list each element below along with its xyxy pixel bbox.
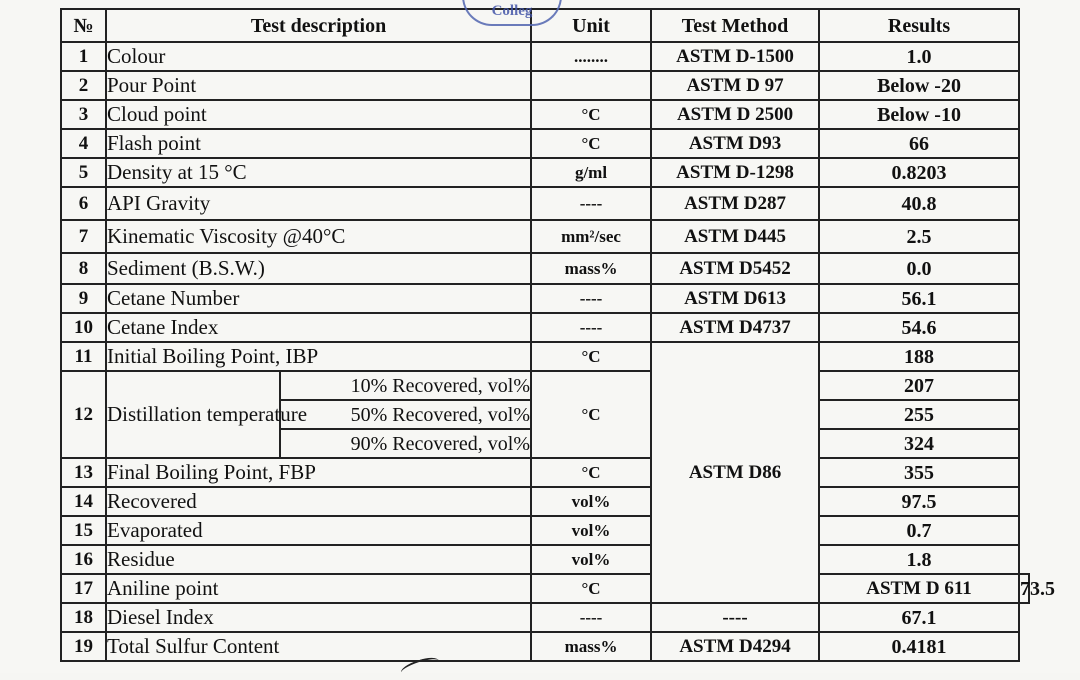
table-row <box>61 71 1029 100</box>
row-number: 19 <box>61 632 106 661</box>
table-row <box>61 342 1029 371</box>
row-number: 13 <box>61 458 106 487</box>
test-description: Cloud point <box>106 100 531 129</box>
table-row <box>61 220 1029 253</box>
table-row <box>61 487 1029 516</box>
test-description: Pour Point <box>106 71 531 100</box>
row-number: 6 <box>61 187 106 220</box>
test-unit: g/ml <box>531 158 651 187</box>
test-result: 1.8 <box>819 545 1019 574</box>
test-method: ASTM D4294 <box>651 632 819 661</box>
test-description: Total Sulfur Content <box>106 632 531 661</box>
test-result: 56.1 <box>819 284 1019 313</box>
test-unit: mass% <box>531 253 651 284</box>
test-result: 0.4181 <box>819 632 1019 661</box>
test-unit: ---- <box>531 603 651 632</box>
test-unit: °C <box>531 342 651 371</box>
table-row <box>61 632 1029 661</box>
test-method: ASTM D4737 <box>651 313 819 342</box>
test-method: ASTM D93 <box>651 129 819 158</box>
header-unit: Unit <box>531 9 651 42</box>
test-unit: ---- <box>531 187 651 220</box>
test-description: Cetane Number <box>106 284 531 313</box>
test-result: 355 <box>819 458 1019 487</box>
test-method: ASTM D613 <box>651 284 819 313</box>
row-number: 5 <box>61 158 106 187</box>
test-description: Initial Boiling Point, IBP <box>106 342 531 371</box>
distillation-sub-label: 10% Recovered, vol% <box>280 371 531 400</box>
row-number: 11 <box>61 342 106 371</box>
test-result: 40.8 <box>819 187 1019 220</box>
test-unit: ---- <box>531 284 651 313</box>
row-number: 12 <box>61 371 106 458</box>
table-row <box>61 187 1029 220</box>
test-unit: °C <box>531 100 651 129</box>
row-number: 17 <box>61 574 106 603</box>
table-row <box>61 100 1029 129</box>
test-description: Evaporated <box>106 516 531 545</box>
row-number: 1 <box>61 42 106 71</box>
row-number: 7 <box>61 220 106 253</box>
test-method: ASTM D5452 <box>651 253 819 284</box>
test-result: 97.5 <box>819 487 1019 516</box>
test-description: Aniline point <box>106 574 531 603</box>
table-row <box>61 545 1029 574</box>
test-result: 66 <box>819 129 1019 158</box>
test-result: 54.6 <box>819 313 1019 342</box>
table-row <box>61 574 1029 603</box>
test-description: Residue <box>106 545 531 574</box>
row-number: 4 <box>61 129 106 158</box>
test-result: 2.5 <box>819 220 1019 253</box>
distillation-sub-label: 50% Recovered, vol% <box>280 400 531 429</box>
table-row <box>61 458 1029 487</box>
test-description: Kinematic Viscosity @40°C <box>106 220 531 253</box>
test-unit <box>531 71 651 100</box>
row-number: 15 <box>61 516 106 545</box>
shared-test-method: ASTM D86 <box>651 342 819 603</box>
test-description: Density at 15 °C <box>106 158 531 187</box>
test-unit: vol% <box>531 516 651 545</box>
test-description: Sediment (B.S.W.) <box>106 253 531 284</box>
test-method: ASTM D 611 <box>819 574 1019 603</box>
test-description: API Gravity <box>106 187 531 220</box>
row-number: 16 <box>61 545 106 574</box>
table-row <box>61 158 1029 187</box>
table-row <box>61 284 1029 313</box>
distillation-unit: °C <box>531 371 651 458</box>
test-unit: ---- <box>531 313 651 342</box>
test-unit: mm²/sec <box>531 220 651 253</box>
row-number: 18 <box>61 603 106 632</box>
test-result: Below -10 <box>819 100 1019 129</box>
test-result: 1.0 <box>819 42 1019 71</box>
test-unit: vol% <box>531 545 651 574</box>
test-description: Colour <box>106 42 531 71</box>
distillation-label: Distillation temperature <box>106 371 280 458</box>
row-number: 9 <box>61 284 106 313</box>
table-row <box>61 313 1029 342</box>
test-description: Recovered <box>106 487 531 516</box>
distillation-result: 255 <box>819 400 1019 429</box>
stamp-text: Colleg <box>491 3 533 19</box>
test-result: 73.5 <box>1019 574 1029 603</box>
test-description: Final Boiling Point, FBP <box>106 458 531 487</box>
test-method: ASTM D-1298 <box>651 158 819 187</box>
test-unit: °C <box>531 458 651 487</box>
test-unit: mass% <box>531 632 651 661</box>
test-method: ASTM D445 <box>651 220 819 253</box>
test-description: Flash point <box>106 129 531 158</box>
row-number: 3 <box>61 100 106 129</box>
test-description: Diesel Index <box>106 603 531 632</box>
test-description: Cetane Index <box>106 313 531 342</box>
test-method: ASTM D-1500 <box>651 42 819 71</box>
distillation-sub-label: 90% Recovered, vol% <box>280 429 531 458</box>
header-description-label: Test description <box>250 14 387 37</box>
test-result: 0.7 <box>819 516 1019 545</box>
test-result: 0.0 <box>819 253 1019 284</box>
table-row <box>61 42 1029 71</box>
test-result: Below -20 <box>819 71 1019 100</box>
header-results: Results <box>819 9 1019 42</box>
row-number: 8 <box>61 253 106 284</box>
row-number: 10 <box>61 313 106 342</box>
test-results-table <box>60 8 1056 662</box>
header-method: Test Method <box>651 9 819 42</box>
test-unit: vol% <box>531 487 651 516</box>
distillation-result: 324 <box>819 429 1019 458</box>
row-number: 14 <box>61 487 106 516</box>
test-result: 0.8203 <box>819 158 1019 187</box>
distillation-row <box>61 371 1029 400</box>
distillation-result: 207 <box>819 371 1019 400</box>
test-method: ASTM D 97 <box>651 71 819 100</box>
test-method: ASTM D 2500 <box>651 100 819 129</box>
test-result: 188 <box>819 342 1019 371</box>
header-number: № <box>61 9 106 42</box>
test-unit: °C <box>531 129 651 158</box>
row-number: 2 <box>61 71 106 100</box>
table-row <box>61 603 1029 632</box>
test-method: ---- <box>651 603 819 632</box>
test-unit: ........ <box>531 42 651 71</box>
test-result: 67.1 <box>819 603 1019 632</box>
test-unit: °C <box>531 574 651 603</box>
table-row <box>61 516 1029 545</box>
table-row <box>61 129 1029 158</box>
table-row <box>61 253 1029 284</box>
test-method: ASTM D287 <box>651 187 819 220</box>
